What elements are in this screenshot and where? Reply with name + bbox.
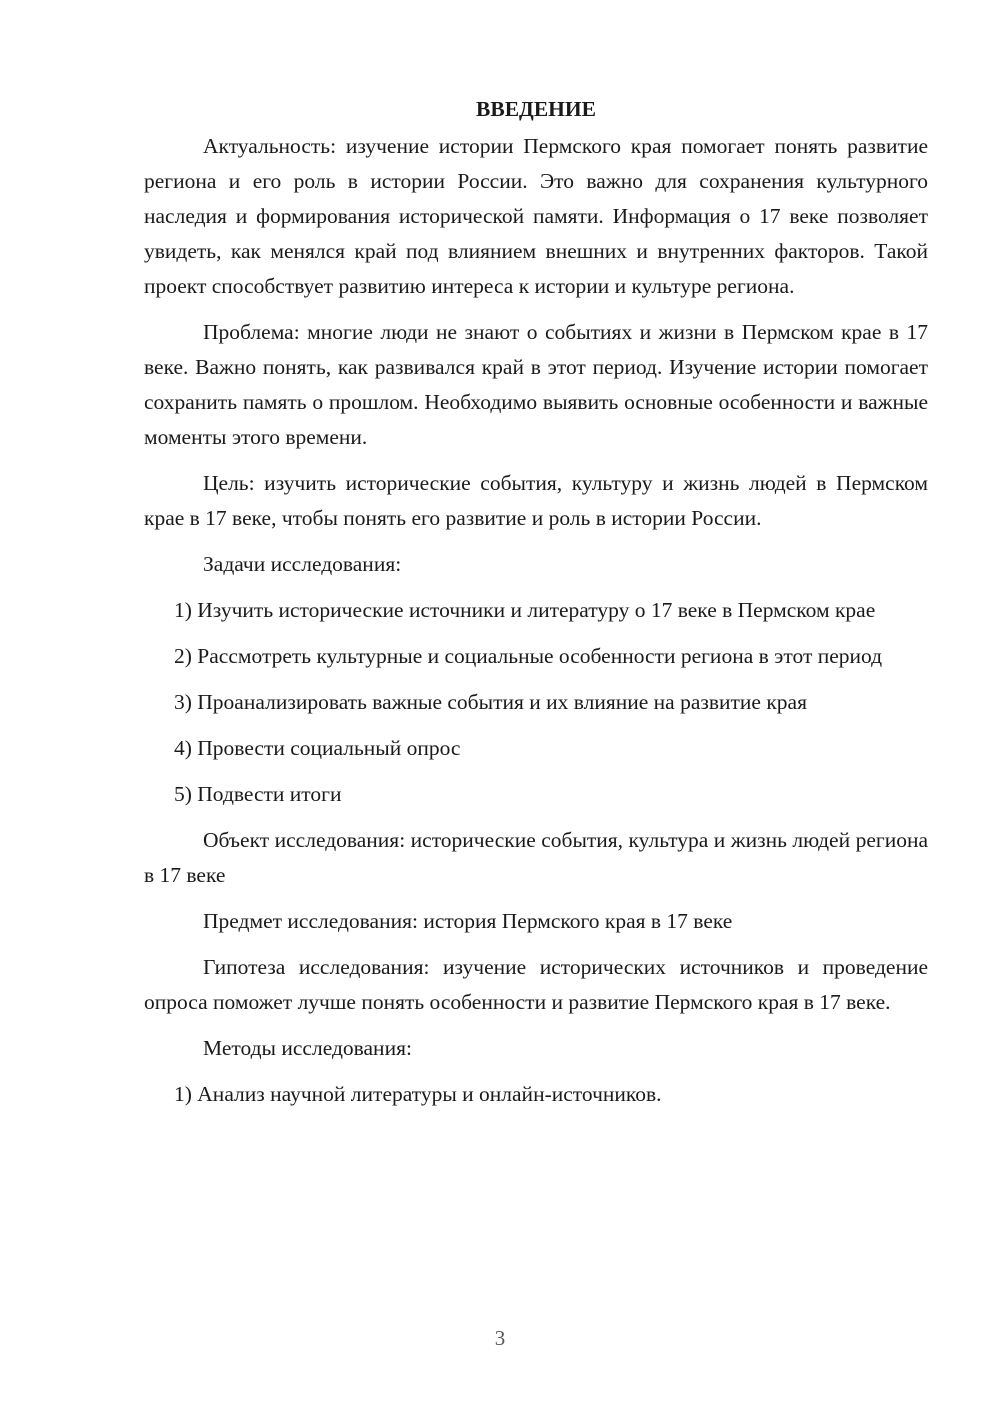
relevance-paragraph: Актуальность: изучение истории Пермского края помогает понять развитие региона и его роль в истории России. Это важно для сохранения культурного наследия и формирования исторической памяти. Информация о 17 веке позволяет увидеть, как менялся край под влиянием внешних и внутренних факторов. Такой проект способствует развитию интереса к истории и культуре региона.: [144, 134, 928, 298]
method-item-1: 1) Анализ научной литературы и онлайн-источников.: [174, 1082, 662, 1106]
tasks-heading: Задачи исследования:: [203, 552, 402, 576]
page-number: 3: [494, 1326, 506, 1350]
problem-paragraph: Проблема: многие люди не знают о событиях и жизни в Пермском крае в 17 веке. Важно понять, как развивался край в этот период. Изучение истории помогает сохранить память о прошлом. Необходимо выявить основные особенности и важные моменты этого времени.: [144, 320, 928, 449]
task-item-2: 2) Рассмотреть культурные и социальные особенности региона в этот период: [174, 644, 883, 668]
hypothesis-paragraph: Гипотеза исследования: изучение исторических источников и проведение опроса поможет лучше понять особенности и развитие Пермского края в 17 веке.: [144, 955, 928, 1014]
document-title: ВВЕДЕНИЕ: [476, 97, 596, 121]
document-page: [144, 92, 928, 1123]
object-paragraph: Объект исследования: исторические события, культура и жизнь людей региона в 17 веке: [144, 828, 928, 887]
task-item-5: 5) Подвести итоги: [174, 782, 342, 806]
methods-heading: Методы исследования:: [203, 1036, 412, 1060]
task-item-1: 1) Изучить исторические источники и литературу о 17 веке в Пермском крае: [174, 598, 876, 622]
goal-paragraph: Цель: изучить исторические события, культуру и жизнь людей в Пермском крае в 17 веке, чтобы понять его развитие и роль в истории России.: [144, 471, 928, 530]
task-item-4: 4) Провести социальный опрос: [174, 736, 461, 760]
task-item-3: 3) Проанализировать важные события и их влияние на развитие края: [174, 690, 807, 714]
subject-paragraph: Предмет исследования: история Пермского края в 17 веке: [203, 909, 733, 933]
